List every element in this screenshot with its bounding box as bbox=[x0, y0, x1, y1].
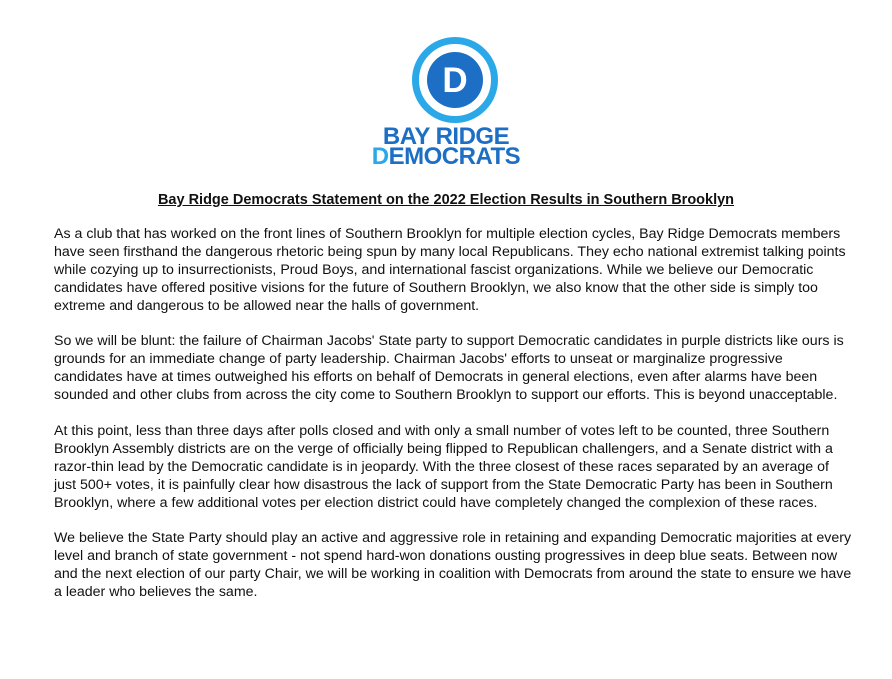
paragraph: So we will be blunt: the failure of Chairman Jacobs' State party to support Democratic candidates in purple districts like ours is grounds for an immediate change of party leadership. Chairman Jacobs' efforts to unseat or marginalize progressive candidates have at times outweighed his efforts on behalf of Democrats in general elections, even after alarms have been sounded and other clubs from across the city come to Southern Brooklyn to support our efforts. This is beyond unacceptable. bbox=[54, 333, 844, 404]
logo-text-line2-rest: EMOCRATS bbox=[388, 143, 521, 170]
organization-logo bbox=[0, 30, 892, 170]
paragraph: At this point, less than three days after polls closed and with only a small number of votes left to be counted, three Southern Brooklyn Assembly districts are on the verge of officially being flipped to Republican challengers, and a Senate district with a razor-thin lead by the Democratic candidate is in jeopardy. With the three closest of these races separated by an average of just 500+ votes, it is painfully clear how disastrous the lack of support from the State Democratic Party has been in Southern Brooklyn, where a few additional votes per election district could have completely changed the complexion of these races. bbox=[54, 422, 833, 511]
logo-text-line1: BAY RIDGE bbox=[382, 123, 510, 150]
logo-letter: D bbox=[442, 61, 468, 100]
paragraph: We believe the State Party should play an active and aggressive role in retaining and expanding Democratic majorities at every level and branch of state government - not spend hard-won donations ousting progressives in deep blue seats. Between now and the next election of our party Chair, we will be working in coalition with Democrats from around the state to ensure we have a leader who believes the same. bbox=[54, 530, 852, 601]
paragraph: As a club that has worked on the front lines of Southern Brooklyn for multiple election cycles, Bay Ridge Democrats members have seen firsthand the dangerous rhetoric being spun by many local Republicans. They echo national extremist talking points while cozying up to insurrectionists, Proud Boys, and international fascist organizations. While we believe our Democratic candidates have offered positive visions for the future of Southern Brooklyn, we also know that the other side is simply too extreme and dangerous to be allowed near the halls of government. bbox=[54, 226, 846, 314]
statement-title: Bay Ridge Democrats Statement on the 2022 Election Results in Southern Brooklyn bbox=[157, 192, 735, 208]
logo-text-line2 bbox=[0, 143, 892, 170]
logo-text-line2-initial: D bbox=[371, 143, 389, 170]
democrats-d-logo-icon bbox=[412, 37, 498, 123]
statement-body bbox=[54, 226, 854, 620]
